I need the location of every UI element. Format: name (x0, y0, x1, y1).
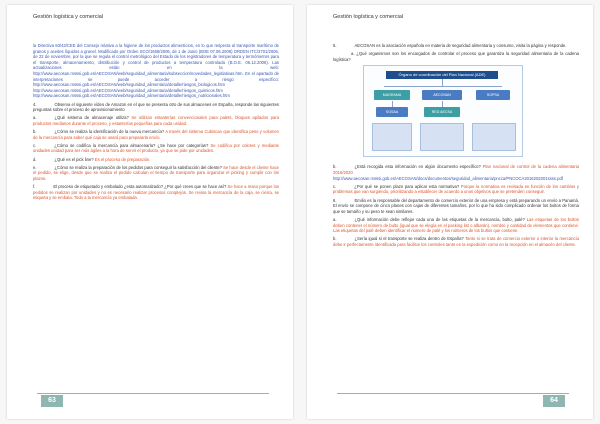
item-letter: b. (333, 236, 337, 242)
item-4f (33, 184, 279, 201)
org-diagram (363, 65, 523, 157)
connector-line (392, 101, 393, 107)
item-answer: Plan nacional de control de la cadena alimentaria 2016/2020 (333, 164, 579, 175)
item-6a (333, 217, 579, 234)
diagram-box-sgpsa: SGPSA (476, 90, 510, 100)
item-question: ¿Qué organismos son los encargados de controlar el proceso que garantiza la seguridad alimentaria de la cadena logística? (333, 51, 579, 62)
item-4b (33, 129, 279, 140)
item-answer: Las etiquetas de los bultos deben contener el número de bulto (igual que se elegía en el packing list o albarán), nombre y cantidad de elementos que contiene. Las etiquetas del palé deben identificar el número de palé y los números de los bultos que contiene. (333, 216, 579, 234)
question-text: AECOSAN es la asociación española en materia de seguridad alimentaria y consumo, visita la página y responde. (354, 43, 567, 48)
diagram-title: Órgano de coordinación del Plan Nacional (ADE) (386, 71, 498, 79)
item-5a (333, 51, 579, 62)
question-number: 6. (333, 197, 337, 203)
item-question: ¿Qué sistema de almacenaje utiliza? (54, 115, 129, 121)
item-answer: Es el proceso de preparación. (94, 156, 151, 162)
item-answer: Se hace desde el cliente hace el pedido, se elige, desde que se realiza el pedido calculan el tiempo de transporte para organizar el picking y cumplir con los plazos. (33, 164, 279, 182)
item-answer: A través del sistema Cubiscan que identifica peso y volumen de la mercancía para saber qué caja se usará para prepararla envío. (33, 129, 280, 140)
item-question: ¿Qué es el pick line? (54, 156, 94, 162)
item-answer: Porque la normativa es revisada en función de los cambios y problemas que van surgiendo, prioritizando a establecer de acuerdo a unos objetivos que se pretenden conseguir. (333, 183, 579, 195)
item-question: ¿Cómo se codifica la mercancía para almacenarla? ¿Se hace por categorías? (54, 142, 209, 148)
question-text: Observa el siguiente vídeo de Amazon en el que se presenta otro de sus almacenes en España, responde las siguientes preguntas sobre el proceso de aprovisionamiento (33, 101, 279, 113)
item-letter: c. (33, 142, 37, 148)
item-question: El proceso de etiquetado y embalado ¿esta automatizado? ¿Por qué crees que se hace así? (53, 184, 227, 190)
item-letter: a. (351, 51, 355, 57)
item-5b (333, 164, 579, 181)
page-content (333, 43, 579, 250)
item-question: ¿Cómo se realiza la identificación de la nueva mercancía? (54, 129, 165, 135)
item-letter: f. (33, 184, 36, 190)
item-letter: b. (333, 164, 337, 170)
page-footer (337, 393, 569, 408)
item-letter: c. (333, 183, 337, 189)
item-answer: Se utilizan estanterías convencionales para palets, bloques apilados para productos medianos durante el proceso, y estanterías pequeñas para cada unidad. (33, 115, 279, 126)
item-question: ¿Está recogida esta información en algún documento específico? (354, 164, 481, 170)
item-4e (33, 165, 279, 182)
item-letter: e. (33, 164, 37, 170)
page-right (307, 5, 593, 419)
page-left (7, 5, 293, 419)
item-5c (333, 184, 579, 195)
item-4d (33, 157, 279, 163)
connector-line (384, 86, 502, 87)
page-footer (37, 393, 269, 408)
diagram-box-sgsaa: SGSAA (376, 107, 408, 117)
diagram-panel (372, 123, 412, 151)
item-6b (333, 236, 579, 247)
diagram-box-red-aecsa: RED AECSA (424, 107, 460, 117)
connector-line (442, 79, 443, 86)
item-answer: Tanto si se trata de comercio exterior o interior la mercancía debe ir perfectamente identificada para facilitar los controles tanto en la expedición como en la recepción en el almacén del cliente. (333, 236, 579, 247)
regulation-text: la Directiva 93/43/CEE del Consejo relativa a la higiene de los productos alimenticios, en lo que respecta al transporte marítimo de granos y aceites líquidos a granel. Modificado por Orden SCO/1658/2006, de 1 de Junio (BOE 07.06.2006) ORDEN ITC/3701/2006, de 22 de noviembre, por la que se regula el control metrológico del Estado de los registradores de temperatura y termómetros para el transporte, almacenamiento, distribución y control de productos a temperatura controlada (B.O.E. 06.12.2006). Las actualizaciones están en la web: http://www.aecosan.msssi.gob.es/AECOSAN/web/seguridad_alimentaria/subseccion/novedades_legislativas.htm. En el apartado de interpretaciones se puede acceder a riesgo específico: http://www.aecosan.msssi.gob.es/AECOSAN/web/seguridad_alimentaria/detalle/riesgos_biologicos.htm http://www.aecosan.msssi.gob.es/AECOSAN/web/seguridad_alimentaria/detalle/riesgos_quimicos.htm http://www.aecosan.msssi.gob.es/AECOSAN/web/seguridad_alimentaria/detalle/riesgos_nutricionales.htm (33, 43, 279, 99)
item-answer: Se codifica por colores y mediante unidades unidad para ser más ágiles a la hora de servir el producto, ya que se pide por unidades. (33, 142, 279, 154)
page-number: 64 (543, 395, 565, 407)
diagram-panel (472, 123, 516, 151)
item-question: ¿Sería igual si el transporte se realiza dentro de España? (354, 236, 464, 242)
item-answer: Se hace a mano porque los pedidos se realizan por unidades y no es necesario realizar procesos complejos. Se revisa la mercancía de la caja, se cierra, se etiqueta y se embala. Todo a la mercancía ya embalada. (33, 184, 280, 201)
question-number: 5. (333, 43, 337, 48)
item-letter: b. (33, 129, 37, 135)
item-question: ¿Por qué se ponen plazo para aplicar esta normativa? (354, 183, 460, 189)
item-letter: d. (33, 156, 37, 162)
page-content (33, 43, 279, 204)
item-4c (33, 143, 279, 154)
running-header: Gestión logística y comercial (333, 14, 403, 20)
item-4a (33, 115, 279, 126)
diagram-box-magrama: MAGRAMA (374, 90, 410, 100)
running-header: Gestión logística y comercial (33, 14, 103, 20)
diagram-panel (420, 123, 464, 151)
answer-link[interactable]: http://www.aecosan.msssi.gob.es/AECOSAN/docs/documentos/seguridad_alimentaria/pncca/PNCOCA2016202001ssss.pdf (333, 175, 563, 181)
question-text: Emilio es la responsable del departamento de comercio exterior de una empresa y está preparando un envío a Panamá. El envío se compone de cinco planes con cajas de diferentes tamaños, por lo que ha sido complicado ordenar los bultos de forma que se tamaño y su peso te sean similares. (333, 197, 579, 214)
question-4 (33, 102, 279, 113)
item-letter: a. (33, 115, 37, 121)
diagram-box-aecosan: AECOSAN (422, 90, 462, 100)
question-6 (333, 198, 579, 215)
question-number: 4. (33, 101, 37, 107)
item-question: ¿Cómo se realiza la preparación de los pedidos para conseguir la satisfacción del cliente? (54, 164, 222, 170)
page-number: 63 (41, 395, 63, 407)
item-question: ¿Qué información debe reflejar cada una de las etiquetas de la mercancía, bulto, palé? (354, 216, 525, 222)
question-5 (333, 43, 579, 49)
item-letter: a. (333, 216, 337, 222)
connector-line (442, 101, 443, 107)
